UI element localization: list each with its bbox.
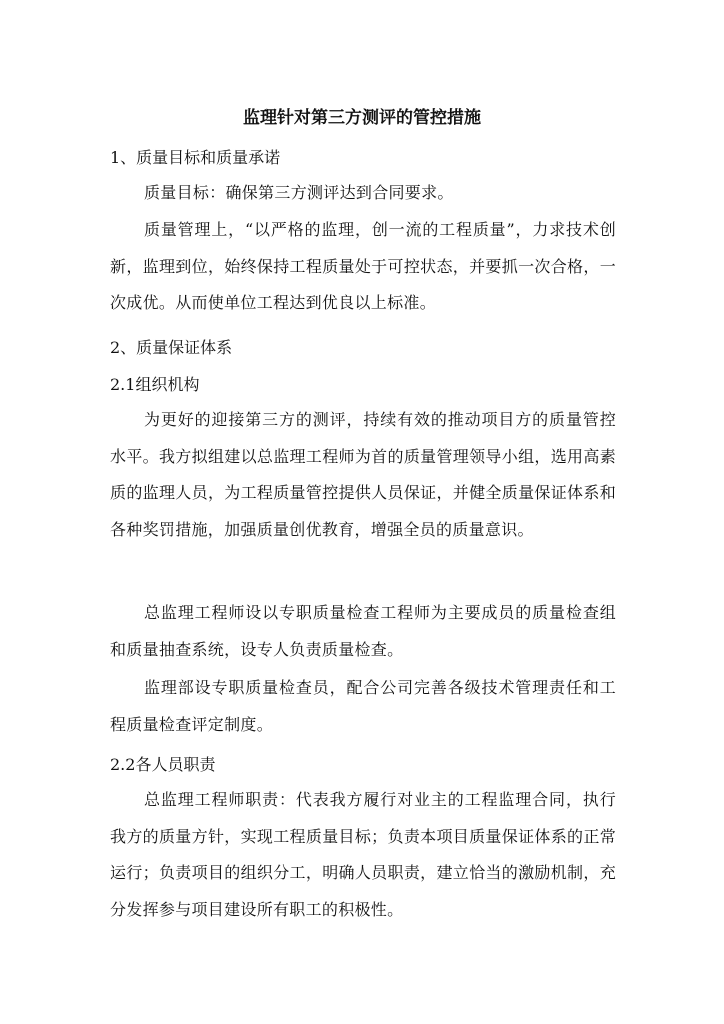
duties-paragraph: 总监理工程师职责：代表我方履行对业主的工程监理合同，执行我方的质量方针，实现工程质量目标；负责本项目质量保证体系的正常运行；负责项目的组织分工，明确人员职责，建立恰当的激励机制，充分发挥参与项目建设所有职工的积极性。: [110, 790, 616, 919]
document-title: 监理针对第三方测评的管控措施: [243, 108, 481, 128]
section-1-heading: 1、质量目标和质量承诺: [110, 148, 281, 167]
organization-paragraph: 为更好的迎接第三方的测评，持续有效的推动项目方的质量管控水平。我方拟组建以总监理工程师为首的质量管理领导小组，选用高素质的监理人员，为工程质量管控提供人员保证，并健全质量保证体系和各种奖罚措施，加强质量创优教育，增强全员的质量意识。: [110, 410, 616, 539]
section-2-heading: 2、质量保证体系: [110, 338, 233, 357]
section-2-2-heading: 2.2各人员职责: [110, 755, 216, 774]
section-2-1-heading: 2.1组织机构: [110, 375, 200, 394]
quality-management-paragraph: 质量管理上，“以严格的监理，创一流的工程质量”，力求技术创新，监理到位，始终保持工程质量处于可控状态，并要抓一次合格，一次成优。从而使单位工程达到优良以上标准。: [110, 220, 616, 312]
supervision-dept-paragraph: 监理部设专职质量检查员，配合公司完善各级技术管理责任和工程质量检查评定制度。: [110, 678, 616, 734]
chief-supervisor-paragraph: 总监理工程师设以专职质量检查工程师为主要成员的质量检查组和质量抽查系统，设专人负责质量检查。: [110, 603, 616, 659]
quality-goal-paragraph: 质量目标：确保第三方测评达到合同要求。: [144, 183, 454, 202]
